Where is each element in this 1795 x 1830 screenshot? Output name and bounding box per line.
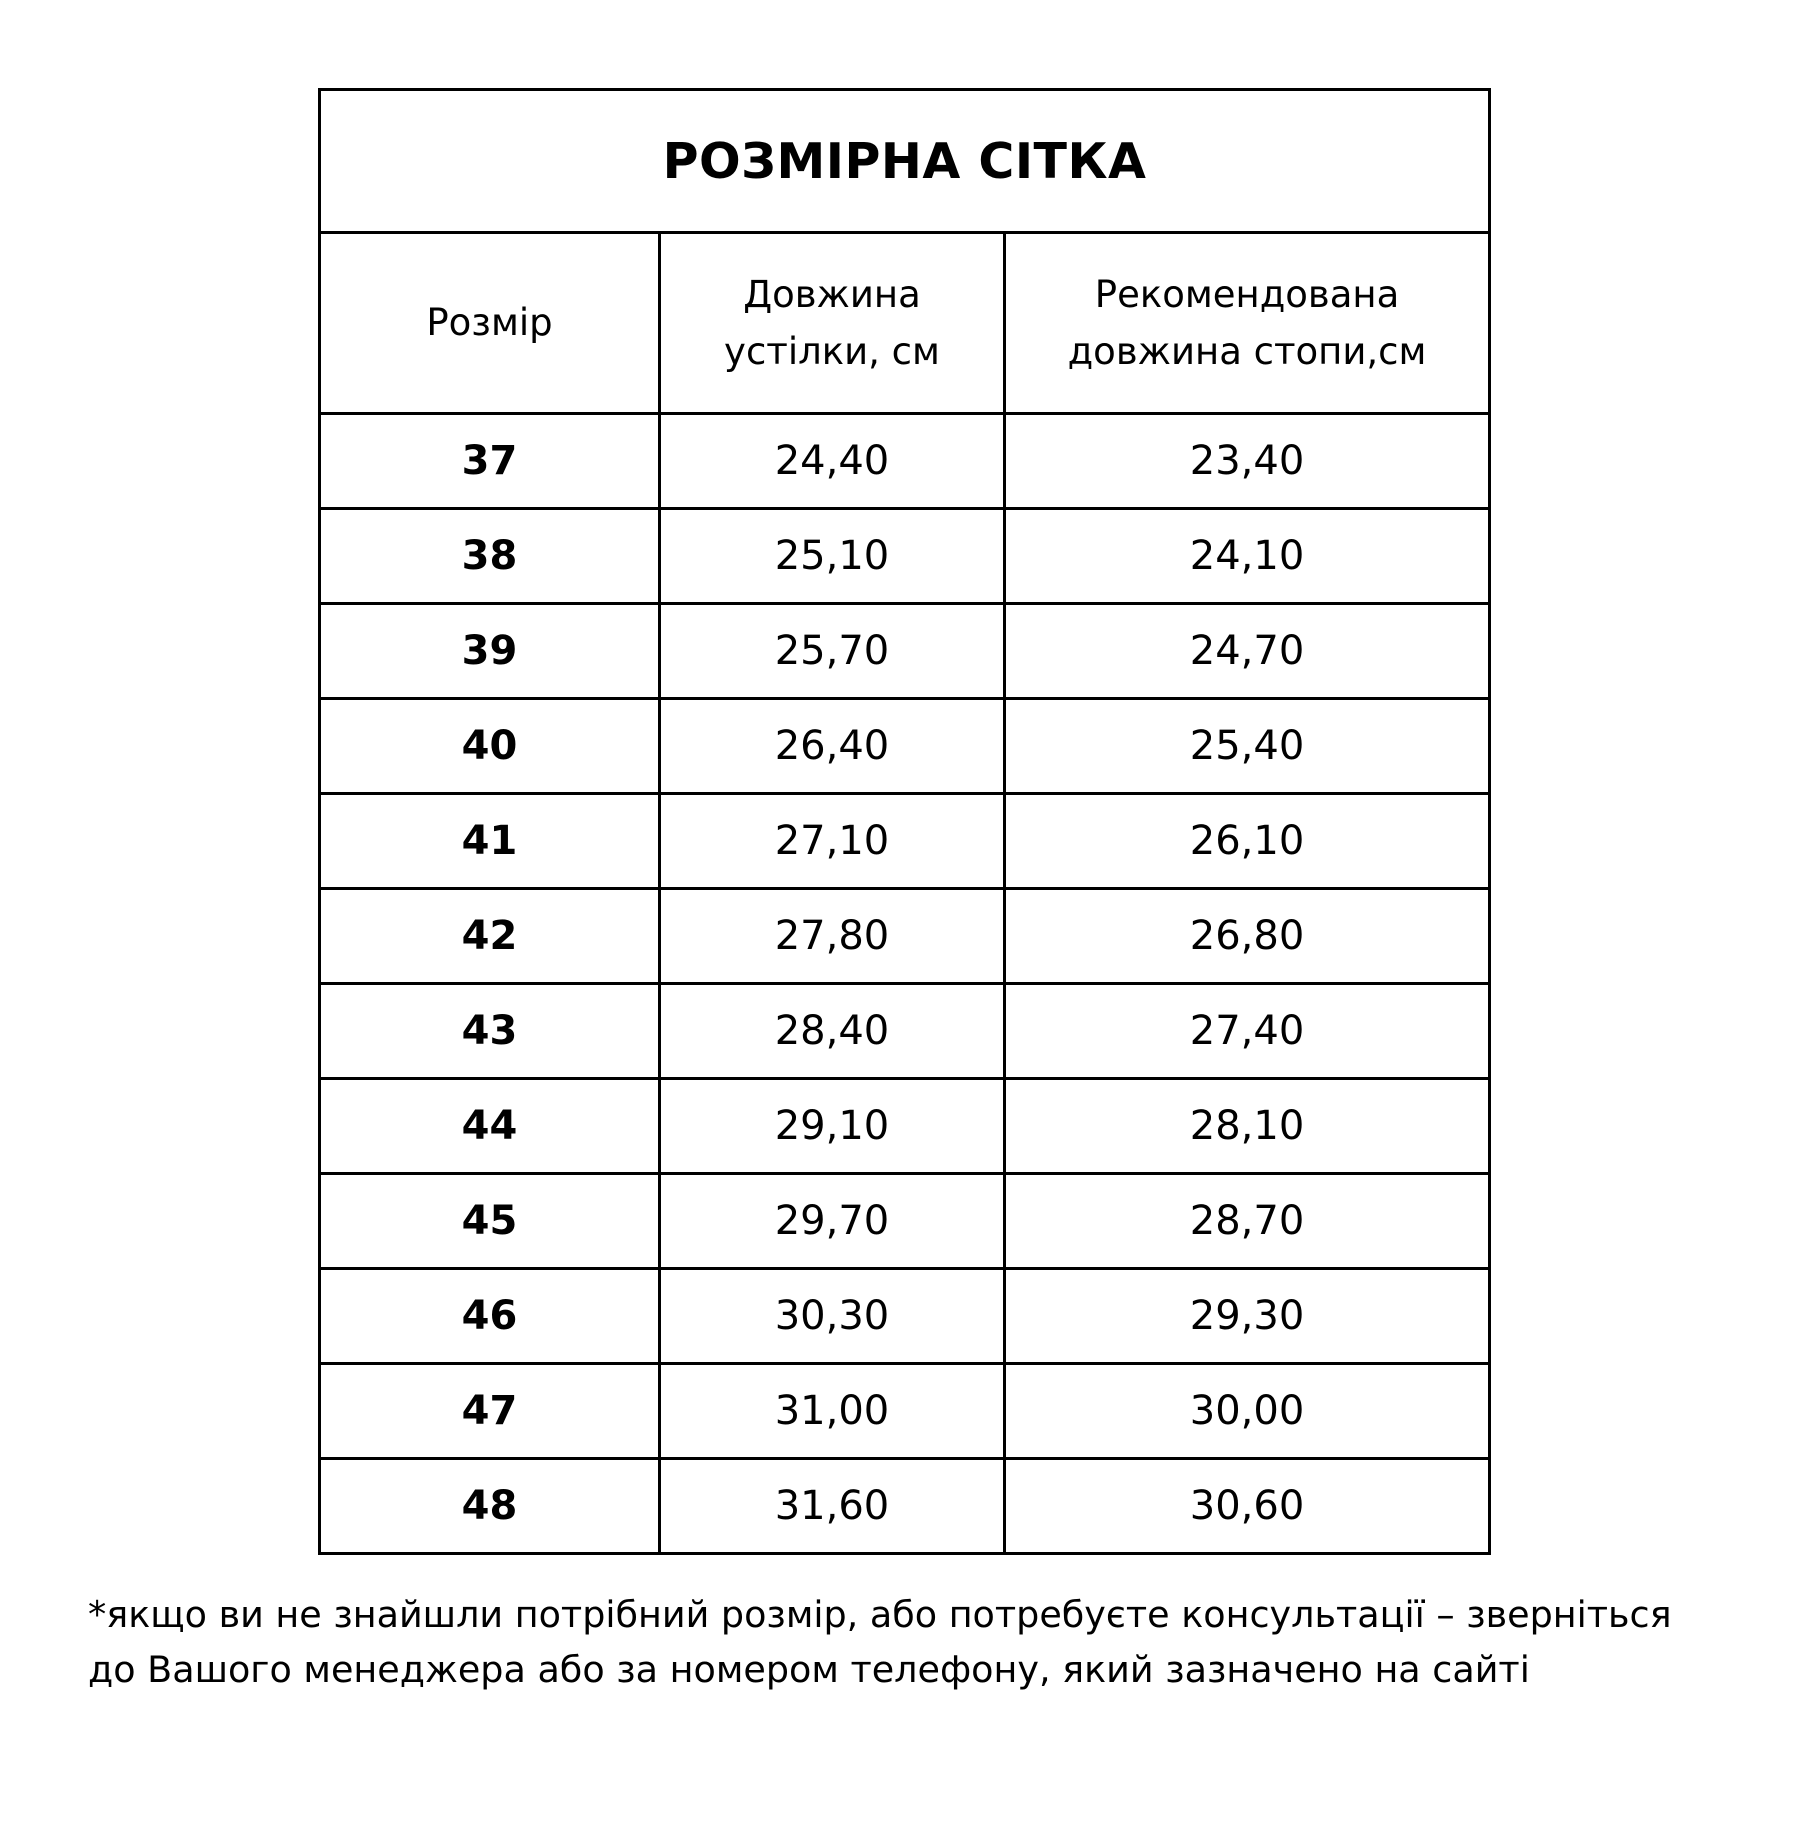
cell-insole: 26,40 [660,699,1005,794]
cell-foot: 27,40 [1005,984,1490,1079]
cell-insole: 30,30 [660,1269,1005,1364]
size-table [318,88,1491,1555]
cell-insole: 24,40 [660,414,1005,509]
cell-insole: 25,70 [660,604,1005,699]
cell-size: 48 [320,1459,660,1554]
cell-size: 42 [320,889,660,984]
footnote-text: *якщо ви не знайшли потрібний розмір, або потребуєте консультації – зверніться до Вашого менеджера або за номером телефону, який зазначено на сайті [88,1593,1672,1691]
cell-size: 41 [320,794,660,889]
table-row [320,984,1490,1079]
cell-foot: 28,70 [1005,1174,1490,1269]
cell-foot: 30,60 [1005,1459,1490,1554]
size-table-body [320,90,1490,1554]
table-row [320,699,1490,794]
cell-foot: 26,10 [1005,794,1490,889]
table-row [320,1364,1490,1459]
cell-foot: 24,70 [1005,604,1490,699]
cell-size: 44 [320,1079,660,1174]
cell-size: 43 [320,984,660,1079]
cell-insole: 27,80 [660,889,1005,984]
cell-size: 46 [320,1269,660,1364]
cell-size: 38 [320,509,660,604]
column-header-foot-line1: Рекомендована [1094,272,1400,316]
cell-insole: 27,10 [660,794,1005,889]
table-row [320,1079,1490,1174]
cell-foot: 24,10 [1005,509,1490,604]
column-header-size: Розмір [320,233,660,414]
table-row [320,1174,1490,1269]
table-row [320,414,1490,509]
cell-foot: 25,40 [1005,699,1490,794]
cell-insole: 28,40 [660,984,1005,1079]
table-title-row [320,90,1490,233]
cell-insole: 31,60 [660,1459,1005,1554]
column-header-insole-line2: устілки, см [724,330,940,373]
cell-size: 37 [320,414,660,509]
column-header-insole-line1: Довжина [743,272,921,316]
column-header-insole [660,233,1005,414]
table-row [320,794,1490,889]
cell-foot: 26,80 [1005,889,1490,984]
cell-size: 45 [320,1174,660,1269]
column-header-foot-line2: довжина стопи,см [1067,330,1427,373]
cell-size: 40 [320,699,660,794]
table-row [320,1459,1490,1554]
table-row [320,509,1490,604]
cell-size: 39 [320,604,660,699]
table-row [320,889,1490,984]
cell-insole: 31,00 [660,1364,1005,1459]
size-table-container [318,88,1488,1555]
column-header-foot [1005,233,1490,414]
cell-insole: 29,10 [660,1079,1005,1174]
cell-size: 47 [320,1364,660,1459]
cell-insole: 25,10 [660,509,1005,604]
table-row [320,604,1490,699]
cell-foot: 23,40 [1005,414,1490,509]
cell-insole: 29,70 [660,1174,1005,1269]
page-title: РОЗМІРНА СІТКА [320,90,1490,233]
table-header-row [320,233,1490,414]
cell-foot: 29,30 [1005,1269,1490,1364]
cell-foot: 28,10 [1005,1079,1490,1174]
cell-foot: 30,00 [1005,1364,1490,1459]
table-row [320,1269,1490,1364]
